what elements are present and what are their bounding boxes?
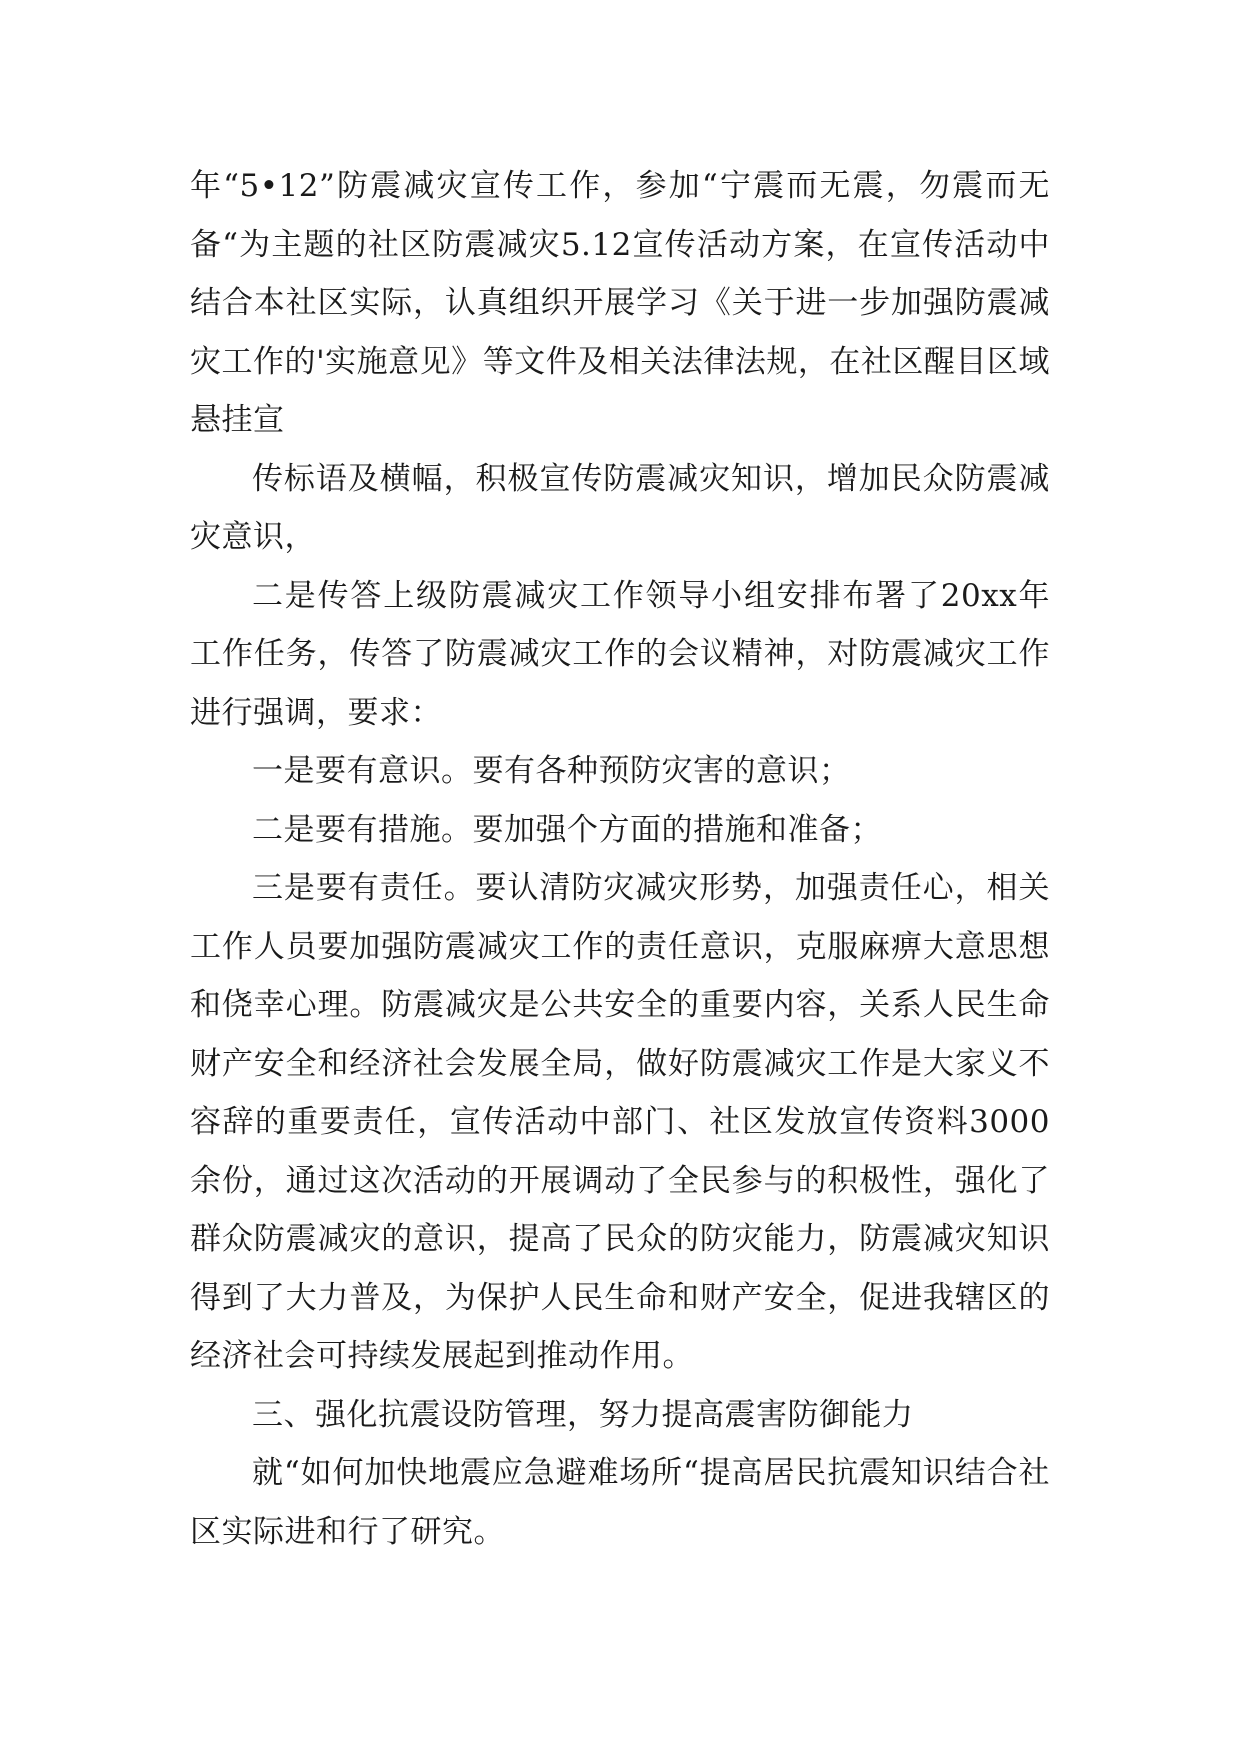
list-item: 三是要有责任。要认清防灾减灾形势，加强责任心，相关工作人员要加强防震减灾工作的责任意识，克服麻痹大意思想和侥幸心理。防震减灾是公共安全的重要内容，关系人民生命财产安全和经济社会发展全局，做好防震减灾工作是大家义不容辞的重要责任，宣传活动中部门、社区发放宣传资料3000余份，通过这次活动的开展调动了全民参与的积极性，强化了群众防震减灾的意识，提高了民众的防灾能力，防震减灾知识得到了大力普及，为保护人民生命和财产安全，促进我辖区的经济社会可持续发展起到推动作用。 xyxy=(190,870,1050,1374)
paragraph: 传标语及横幅，积极宣传防震减灾知识，增加民众防震减灾意识， xyxy=(190,460,1050,555)
list-item: 一是要有意识。要有各种预防灾害的意识； xyxy=(252,753,851,789)
list-item: 二是要有措施。要加强个方面的措施和准备； xyxy=(252,811,882,848)
section-heading: 三、强化抗震设防管理，努力提高震害防御能力 xyxy=(252,1396,914,1433)
paragraph: 二是传答上级防震减灾工作领导小组安排布署了20xx年工作任务，传答了防震减灾工作的会议精神，对防震减灾工作进行强调，要求： xyxy=(190,577,1050,731)
document-body xyxy=(190,157,1050,1561)
paragraph: 就“如何加快地震应急避难场所“提高居民抗震知识结合社区实际进和行了研究。 xyxy=(190,1455,1050,1550)
paragraph-continuation: 年“5•12”防震减灾宣传工作，参加“宁震而无震，勿震而无备“为主题的社区防震减灾5.12宣传活动方案，在宣传活动中结合本社区实际，认真组织开展学习《关于进一步加强防震减灾工作的'实施意见》等文件及相关法律法规，在社区醒目区域悬挂宣 xyxy=(190,168,1050,438)
